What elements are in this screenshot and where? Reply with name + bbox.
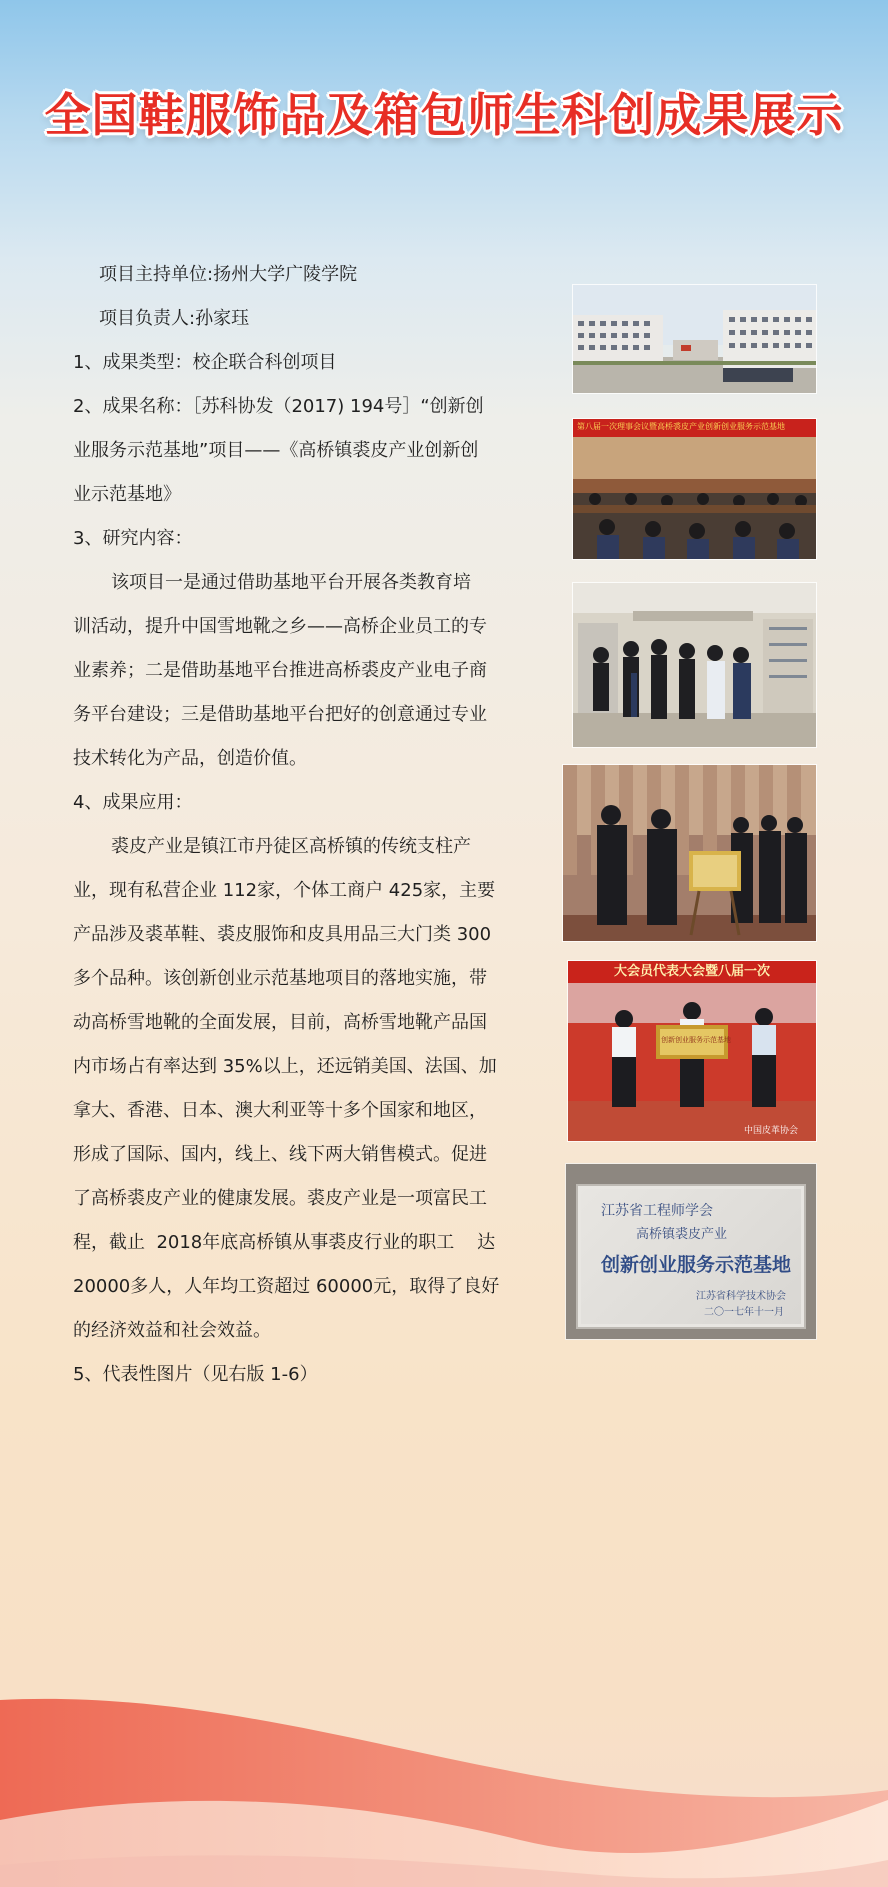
application-text-line-10: 程，截止 2018年底高桥镇从事裘皮行业的职工 达 [73,1232,496,1253]
bottom-wave-decoration [0,1690,888,1887]
application-text-line-4: 多个品种。该创新创业示范基地项目的落地实施，带 [73,968,487,989]
plaque-closeup-photo [565,1163,817,1340]
research-text-line-5: 技术转化为产品，创造价值。 [73,748,307,769]
plaque-issuer: 江苏省科学技术协会 [696,1291,786,1302]
application-text-line-11: 20000多人，人年均工资超过 60000元，取得了良好 [73,1276,500,1297]
achievement-name-line-1: 2、成果名称：［苏科协发（2017) 194号］“创新创 [73,396,484,417]
research-text-line-3: 业素养；二是借助基地平台推进高桥裘皮产业电子商 [73,660,487,681]
application-text-line-8: 形成了国际、国内，线上、线下两大销售模式。促进 [73,1144,487,1165]
plaque-unveiling-photo [562,764,817,942]
leader-line: 项目负责人:孙家珏 [99,308,250,329]
application-text-line-12: 的经济效益和社会效益。 [73,1320,271,1341]
application-text-line-1: 裘皮产业是镇江市丹徒区高桥镇的传统支柱产 [111,836,471,857]
meeting-banner-text: 第八届一次理事会议暨高桥裘皮产业创新创业服务示范基地 [577,422,785,431]
plaque-board [576,1184,806,1329]
campus-buildings-photo [572,284,817,394]
plaque-industry-name: 高桥镇裘皮产业 [636,1227,728,1242]
content-body [73,253,529,1397]
plaque-date: 二〇一七年十一月 [704,1307,784,1318]
achievement-name-line-2: 业服务示范基地”项目——《高桥镇裘皮产业创新创 [73,440,479,461]
representative-pictures-line: 5、代表性图片（见右版 1-6） [73,1364,318,1385]
research-text-line-4: 务平台建设；三是借助基地平台把好的创意通过专业 [73,704,487,725]
award-plaque-text: 创新创业服务示范基地 [661,1036,731,1044]
plaque-society-name: 江苏省工程师学会 [601,1203,713,1219]
research-text-line-2: 训活动，提升中国雪地靴之乡——高桥企业员工的专 [73,616,487,637]
award-ceremony-photo [567,960,817,1142]
achievement-name-line-3: 业示范基地》 [73,484,181,505]
application-text-line-6: 内市场占有率达到 35%以上，还远销美国、法国、加 [73,1056,497,1077]
award-banner-text: 大会员代表大会暨八届一次 [613,964,770,979]
plaque-base-name: 创新创业服务示范基地 [601,1254,792,1276]
research-text-line-1: 该项目一是通过借助基地平台开展各类教育培 [111,572,471,593]
showroom-visit-photo [572,582,817,748]
research-heading: 3、研究内容： [73,528,193,549]
watermark-text: 中国皮革协会 [744,1126,799,1136]
application-text-line-9: 了高桥裘皮产业的健康发展。裘皮产业是一项富民工 [73,1188,487,1209]
application-text-line-5: 动高桥雪地靴的全面发展，目前，高桥雪地靴产品国 [73,1012,487,1033]
application-text-line-7: 拿大、香港、日本、澳大利亚等十多个国家和地区， [73,1100,487,1121]
meeting-photo [572,418,817,560]
achievement-type-line: 1、成果类型：校企联合科创项目 [73,352,337,373]
application-text-line-3: 产品涉及裘革鞋、裘皮服饰和皮具用品三大门类 300 [73,924,492,945]
application-heading: 4、成果应用： [73,792,193,813]
host-unit-line: 项目主持单位:扬州大学广陵学院 [99,264,358,285]
page-title: 全国鞋服饰品及箱包师生科创成果展示 [44,88,844,142]
application-text-line-2: 业，现有私营企业 112家，个体工商户 425家，主要 [73,880,496,901]
